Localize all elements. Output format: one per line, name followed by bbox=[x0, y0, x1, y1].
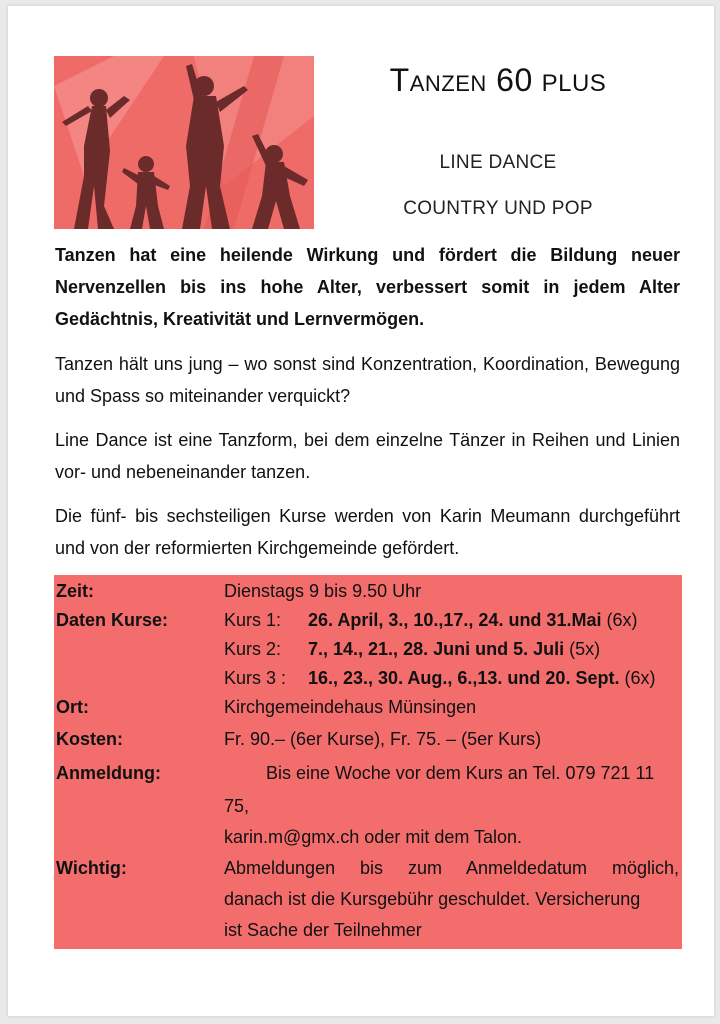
paragraph-line-dance: Line Dance ist eine Tanzform, bei dem einzelne Tänzer in Reihen und Linien vor- und nebeneinander tanzen. bbox=[55, 430, 680, 482]
course-info-box bbox=[54, 575, 682, 949]
value-wichtig-line2: danach ist die Kursgebühr geschuldet. Versicherung bbox=[224, 889, 641, 909]
intro-paragraph-bold: Tanzen hat eine heilende Wirkung und fördert die Bildung neuer Nervenzellen bis ins hohe Alter, verbessert somit in jedem Alter Gedächtnis, Kreativität und Lernvermögen. bbox=[55, 245, 680, 329]
value-anmeldung-line2: 75, bbox=[224, 796, 250, 816]
paragraph-kurse: Die fünf- bis sechsteiligen Kurse werden von Karin Meumann durchgeführt und von der reformierten Kirchgemeinde gefördert. bbox=[55, 506, 680, 558]
kurs-2-name: Kurs 2: bbox=[224, 639, 282, 659]
value-kurs-2 bbox=[224, 635, 679, 664]
label-zeit: Zeit: bbox=[56, 581, 94, 601]
subtitle-line-dance: LINE DANCE bbox=[439, 152, 557, 173]
label-ort: Ort: bbox=[56, 697, 89, 717]
value-wichtig-line3: ist Sache der Teilnehmer bbox=[224, 920, 422, 940]
dancing-silhouettes-image bbox=[54, 56, 314, 229]
kurs-3-name: Kurs 3 : bbox=[224, 668, 287, 688]
value-anmeldung-email: karin.m@gmx.ch oder mit dem Talon. bbox=[224, 827, 523, 847]
value-kurs-1 bbox=[224, 606, 679, 635]
kurs-2-dates: 7., 14., 21., 28. Juni und 5. Juli bbox=[308, 639, 565, 659]
value-zeit: Dienstags 9 bis 9.50 Uhr bbox=[224, 581, 422, 601]
paragraph-jung: Tanzen hält uns jung – wo sonst sind Konzentration, Koordination, Bewegung und Spass so miteinander verquickt? bbox=[55, 354, 680, 406]
value-kosten: Fr. 90.– (6er Kurse), Fr. 75. – (5er Kurs) bbox=[224, 729, 542, 749]
value-kurs-3 bbox=[224, 664, 679, 693]
label-daten-kurse: Daten Kurse: bbox=[56, 610, 169, 630]
flyer-title bbox=[328, 62, 668, 99]
label-wichtig: Wichtig: bbox=[56, 858, 127, 878]
kurs-2-count: (5x) bbox=[569, 639, 601, 659]
kurs-1-dates: 26. April, 3., 10.,17., 24. und 31.Mai bbox=[308, 610, 602, 630]
subtitle-country-pop: COUNTRY UND POP bbox=[403, 198, 593, 219]
dancers-illustration bbox=[54, 56, 314, 229]
value-anmeldung-line1: Bis eine Woche vor dem Kurs an Tel. 079 721 11 bbox=[266, 763, 655, 783]
flyer-page bbox=[8, 6, 714, 1016]
label-anmeldung: Anmeldung: bbox=[56, 763, 161, 783]
value-ort: Kirchgemeindehaus Münsingen bbox=[224, 697, 477, 717]
kurs-1-count: (6x) bbox=[606, 610, 638, 630]
value-wichtig-line1: Abmeldungen bis zum Anmeldedatum möglich, bbox=[224, 858, 679, 878]
title-plus: PLUS bbox=[541, 70, 607, 97]
kurs-3-dates: 16., 23., 30. Aug., 6.,13. und 20. Sept. bbox=[308, 668, 620, 688]
label-kosten: Kosten: bbox=[56, 729, 123, 749]
title-main: Tanzen 60 bbox=[389, 62, 533, 98]
kurs-3-count: (6x) bbox=[624, 668, 656, 688]
kurs-1-name: Kurs 1: bbox=[224, 610, 282, 630]
